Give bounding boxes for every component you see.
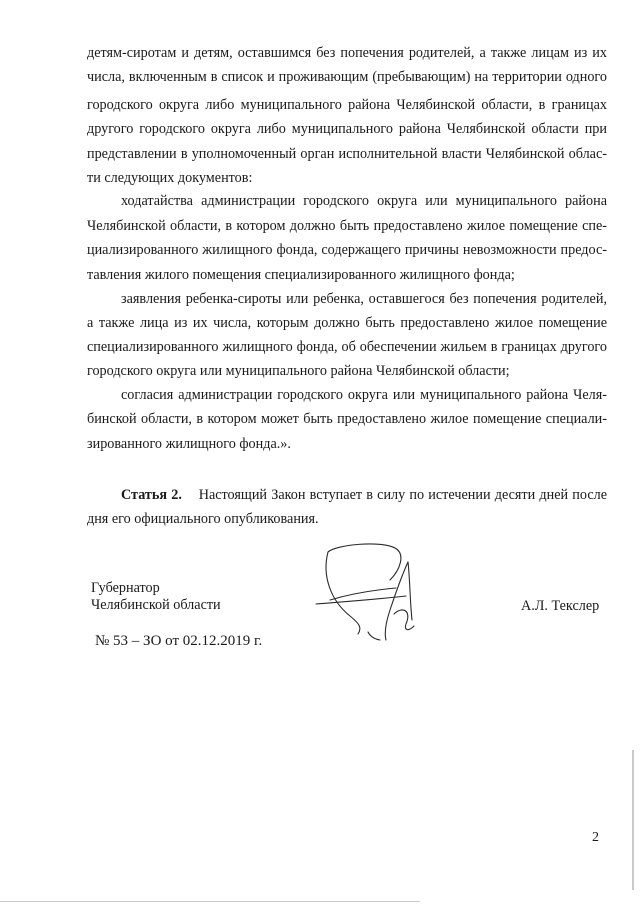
body-line: а также лица из их числа, которым должно быть предоставлено жилое помещение: [87, 315, 607, 331]
article-line: [121, 487, 607, 503]
body-line: специализированного жилищного фонда, об обеспечении жильем в границах другого: [87, 339, 607, 355]
signer-position: Губернатор: [91, 580, 160, 596]
scan-edge-mark: [0, 901, 420, 902]
body-line: циализированного жилищного фонда, содержащего причины невозможности предос-: [87, 242, 607, 258]
body-line: заявления ребенка-сироты или ребенка, оставшегося без попечения родителей,: [121, 291, 607, 307]
signer-name: А.Л. Текслер: [521, 598, 600, 614]
signer-region: Челябинской области: [91, 597, 221, 613]
scan-edge-mark: [632, 750, 634, 890]
article-line: дня его официального опубликования.: [87, 511, 319, 527]
page-number: 2: [592, 830, 599, 845]
article-label: Статья 2.: [121, 487, 182, 503]
body-line: представлении в уполномоченный орган исполнительной власти Челябинской облас-: [87, 146, 607, 162]
body-line: Челябинской области, в котором должно быть предоставлено жилое помещение спе-: [87, 218, 607, 234]
body-line: детям-сиротам и детям, оставшимся без попечения родителей, а также лицам из их: [87, 45, 607, 61]
article-text: Настоящий Закон вступает в силу по истечении десяти дней после: [198, 487, 608, 503]
body-line: числа, включенным в список и проживающим (пребывающим) на территории одного: [87, 69, 607, 85]
body-line: зированного жилищного фонда.».: [87, 436, 291, 452]
body-line: тавления жилого помещения специализированного жилищного фонда;: [87, 267, 515, 283]
body-line: городского округа или муниципального района Челябинской области;: [87, 363, 510, 379]
body-line: согласия администрации городского округа или муниципального района Челя-: [121, 387, 607, 403]
handwritten-signature: [310, 540, 430, 645]
body-line: бинской области, в котором может быть предоставлено жилое помещение специали-: [87, 411, 607, 427]
body-line: ходатайства администрации городского округа или муниципального района: [121, 193, 607, 209]
body-line: ти следующих документов:: [87, 170, 253, 186]
body-line: городского округа либо муниципального района Челябинской области, в границах: [87, 97, 607, 113]
body-line: другого городского округа либо муниципального района Челябинской области при: [87, 121, 607, 137]
law-number: № 53 – ЗО от 02.12.2019 г.: [95, 633, 263, 649]
